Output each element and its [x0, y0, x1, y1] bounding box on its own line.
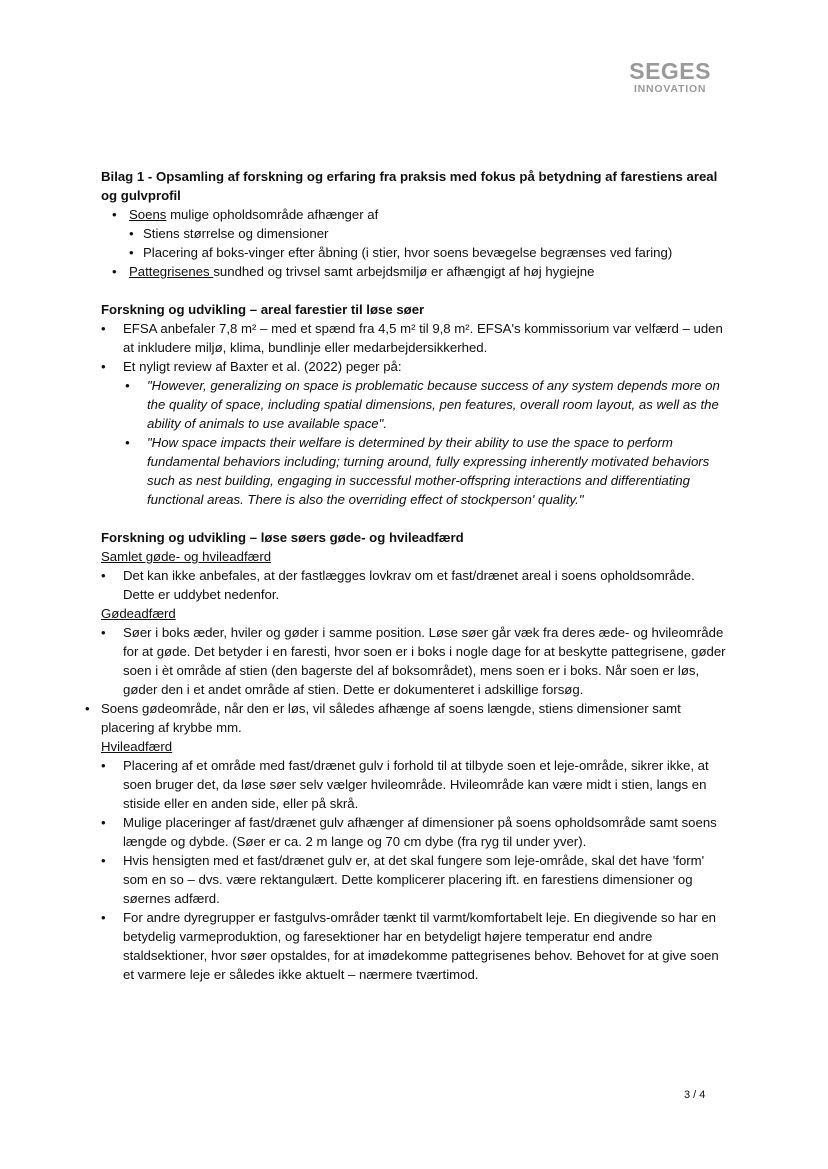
document-title: Bilag 1 - Opsamling af forskning og erfaring fra praksis med fokus på betydning af farestiens areal og gulvprofil	[101, 169, 718, 203]
quote-list	[123, 376, 729, 509]
section-heading: Forskning og udvikling – areal farestier til løse søer	[101, 302, 425, 317]
logo-text-main: SEGES	[629, 58, 711, 84]
intro-list	[101, 205, 729, 281]
list-item: • Søer i boks æder, hviler og gøder i samme position. Løse søer går væk fra deres æde- og hvileområde for at gøde. Det betyder i en faresti, hvor soen er i boks i nogle dage for at beskytte pattegrisene, gøder soen i èt område af stien (den bagerste del af boksområdet), mens soen er i boks. Når soen er løs, gøder den i et andet område af stien. Dette er dokumenteret i adskillige forsøg.	[101, 623, 729, 699]
list-item	[101, 262, 729, 281]
subheading: Samlet gøde- og hvileadfærd	[101, 549, 272, 564]
underlined-term: Pattegrisenes	[129, 264, 214, 279]
list-item	[101, 205, 729, 262]
sub2-list	[101, 623, 729, 699]
underlined-term: Soens	[129, 207, 167, 222]
subheading: Gødeadfærd	[101, 606, 176, 621]
list-item: • Soens gødeområde, når den er løs, vil således afhænge af soens længde, stiens dimensioner samt placering af krybbe mm.	[79, 699, 707, 737]
list-item: • Mulige placeringer af fast/drænet gulv afhænger af dimensioner på soens opholdsområde samt soens længde og dybde. (Søer er ca. 2 m lange og 70 cm dybe (fra ryg til under yver).	[101, 813, 729, 851]
list-item: • For andre dyregrupper er fastgulvs-områder tænkt til varmt/komfortabelt leje. En diegivende so har en betydelig varmeproduktion, og faresektioner har en betydeligt højere temperatur end andre staldsektioner, hvor søer opstaldes, for at imødekomme pattegrisenes behov. Behovet for at give soen et varmere leje er således ikke aktuelt – nærmere tværtimod.	[101, 908, 729, 984]
sub1-list	[101, 566, 729, 604]
list-item-text: sundhed og trivsel samt arbejdsmiljø er afhængigt af høj hygiejne	[213, 264, 595, 279]
section1-list	[101, 319, 729, 509]
sub3-list	[101, 756, 729, 984]
list-item: • Placering af et område med fast/drænet gulv i forhold til at tilbyde soen et leje-område, sikrer ikke, at soen bruger det, da løse søer selv vælger hvileområde. Hvileområde kan være midt i stien, langs en stiside eller en anden side, eller på skrå.	[101, 756, 729, 813]
document-body	[101, 167, 729, 984]
list-item: • Stiens størrelse og dimensioner	[129, 224, 729, 243]
list-item-text: Et nyligt review af Baxter et al. (2022) peger på:	[123, 359, 402, 374]
list-item-text: mulige opholdsområde afhænger af	[166, 207, 379, 222]
list-item: • EFSA anbefaler 7,8 m² – med et spænd fra 4,5 m² til 9,8 m². EFSA's kommissorium var velfærd – uden at inkludere miljø, klima, bundlinje eller medarbejdersikkerhed.	[101, 319, 729, 357]
quote-item: • "How space impacts their welfare is determined by their ability to use the space to perform fundamental behaviors including; turning around, fully expressing inherently motivated behaviors such as nest building, engaging in successful mother-offspring interactions and differentiating functional areas. There is also the overriding effect of stockperson' quality."	[123, 433, 729, 509]
list-item: • Placering af boks-vinger efter åbning (i stier, hvor soens bevægelse begrænses ved faring)	[129, 243, 729, 262]
list-item: • Hvis hensigten med et fast/drænet gulv er, at det skal fungere som leje-område, skal det have 'form' som en so – dvs. være rektangulært. Dette komplicerer placering ift. en farestiens dimensioner og søernes adfærd.	[101, 851, 729, 908]
page-number: 3 / 4	[684, 1089, 706, 1101]
list-item: • Det kan ikke anbefales, at der fastlægges lovkrav om et fast/drænet areal i soens opholdsområde. Dette er uddybet nedenfor.	[101, 566, 729, 604]
section-heading: Forskning og udvikling – løse søers gøde- og hvileadfærd	[101, 530, 464, 545]
subheading: Hvileadfærd	[101, 739, 173, 754]
logo-text-sub: INNOVATION	[633, 83, 707, 95]
sublist	[129, 224, 729, 262]
list-item	[101, 357, 729, 509]
quote-item: • "However, generalizing on space is problematic because success of any system depends more on the quality of space, including spatial dimensions, pen features, overall room layout, as well as the ability of animals to use available space".	[123, 376, 729, 433]
seges-logo	[629, 60, 711, 95]
